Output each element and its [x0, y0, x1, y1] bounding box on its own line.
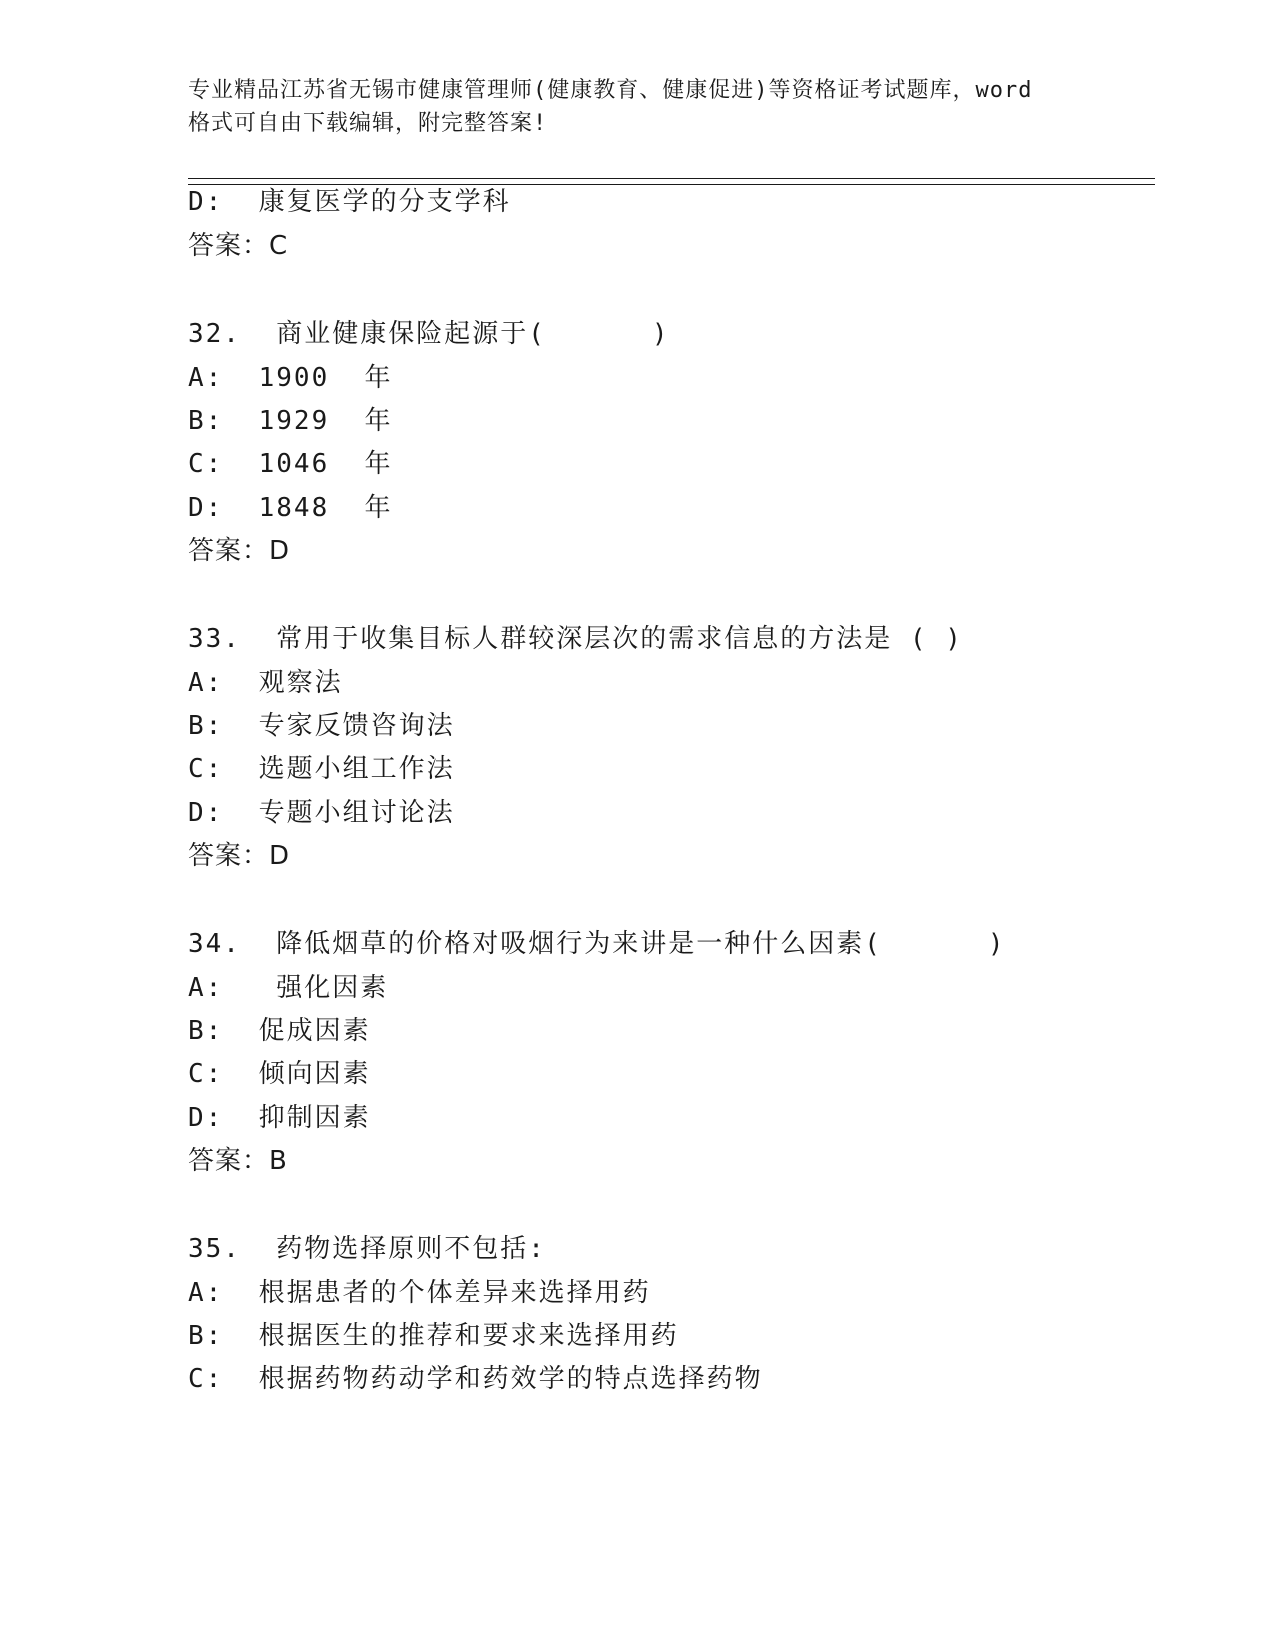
- question-stem: 33. 常用于收集目标人群较深层次的需求信息的方法是 ( ): [188, 624, 963, 654]
- question-stem: 32. 商业健康保险起源于( ): [188, 319, 670, 349]
- option-c: C: 倾向因素: [188, 1059, 371, 1089]
- option-c: C: 根据药物药动学和药效学的特点选择药物: [188, 1364, 763, 1394]
- option-b: B: 根据医生的推荐和要求来选择用药: [188, 1321, 679, 1351]
- header-line-2: 格式可自由下载编辑，附完整答案!: [188, 111, 548, 136]
- answer: 答案：D: [188, 536, 291, 566]
- option-a: A: 1900 年: [188, 363, 393, 393]
- option-b: B: 促成因素: [188, 1016, 371, 1046]
- question-stem: 34. 降低烟草的价格对吸烟行为来讲是一种什么因素( ): [188, 929, 1006, 959]
- document-header: [188, 74, 1108, 140]
- option-b: B: 专家反馈咨询法: [188, 711, 455, 741]
- answer: 答案：B: [188, 1146, 288, 1176]
- option-d: D: 专题小组讨论法: [188, 798, 455, 828]
- option-d: D: 康复医学的分支学科: [188, 187, 511, 217]
- header-divider: [188, 178, 1155, 185]
- option-d: D: 1848 年: [188, 493, 393, 523]
- option-d: D: 抑制因素: [188, 1103, 371, 1133]
- option-c: C: 选题小组工作法: [188, 754, 455, 784]
- answer: 答案：C: [188, 231, 289, 261]
- option-b: B: 1929 年: [188, 406, 393, 436]
- answer: 答案：D: [188, 841, 291, 871]
- option-a: A: 观察法: [188, 668, 343, 698]
- option-a: A: 根据患者的个体差异来选择用药: [188, 1278, 651, 1308]
- option-c: C: 1046 年: [188, 449, 393, 479]
- question-stem: 35. 药物选择原则不包括:: [188, 1234, 546, 1264]
- header-line-1: 专业精品江苏省无锡市健康管理师(健康教育、健康促进)等资格证考试题库，word: [188, 78, 1033, 103]
- option-a: A: 强化因素: [188, 973, 389, 1003]
